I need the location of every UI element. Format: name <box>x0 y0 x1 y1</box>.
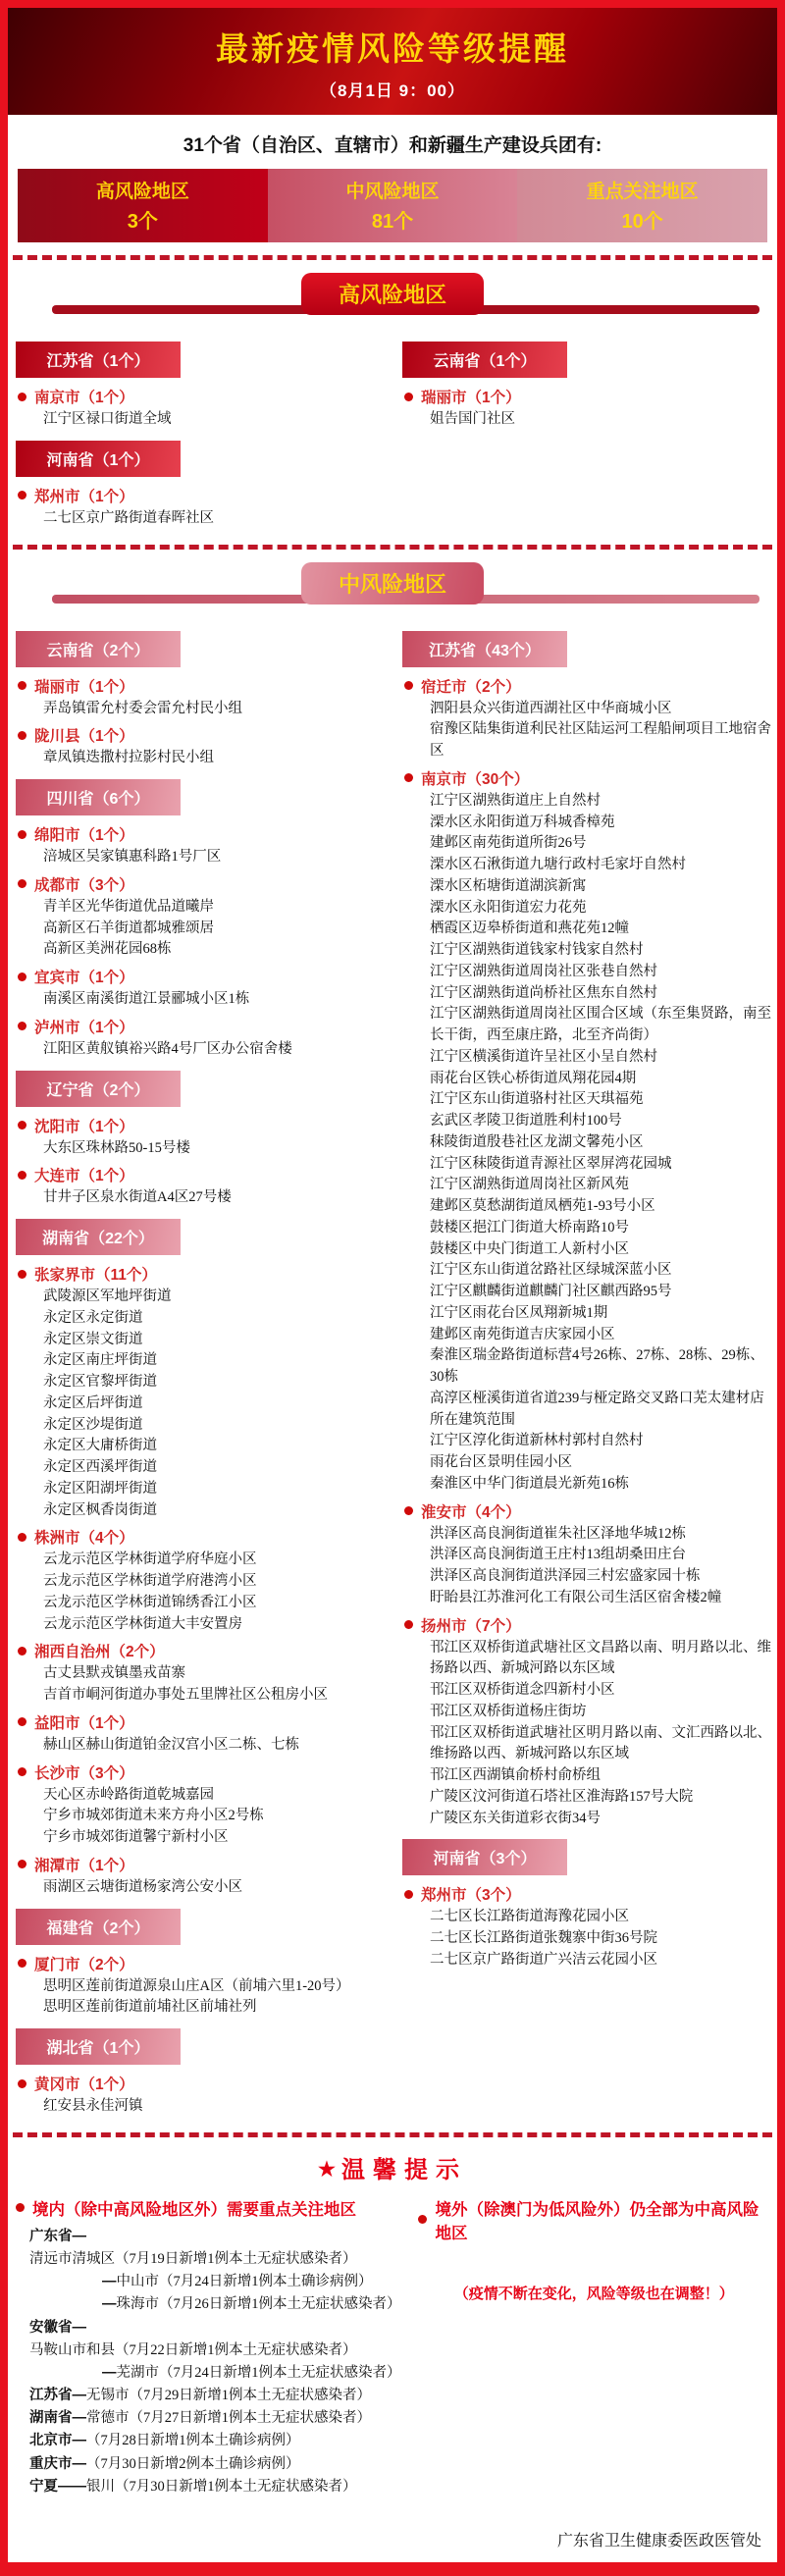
address-line: 姐告国门社区 <box>430 411 515 427</box>
address-line: 邗江区双桥街道念四新村小区 <box>430 1682 615 1698</box>
province-pill: 湖南省（22个） <box>16 1219 181 1255</box>
tips-overseas-heading <box>418 2196 769 2243</box>
risk-stats-row <box>18 169 767 242</box>
tips-columns <box>8 2196 777 2498</box>
address-line: 秣陵街道殷巷社区龙湖文馨苑小区 <box>430 1133 644 1150</box>
address-line: 洪泽区高良涧街道王庄村13组胡桑田庄台 <box>430 1547 686 1563</box>
address-line: 江宁区雨花台区凤翔新城1期 <box>430 1304 608 1321</box>
city-row <box>18 1640 385 1661</box>
address-line: 栖霞区迈皋桥街道和燕花苑12幢 <box>430 920 629 937</box>
report-datetime: （8月1日 9：00） <box>320 81 465 100</box>
column-left <box>14 621 385 2118</box>
address-line: 江宁区湖熟街道周岗社区围合区域（东至集贤路，南至长干街，西至康庄路，北至齐尚街） <box>430 1006 771 1043</box>
address-line: 高新区石羊街道都城雅颂居 <box>43 920 214 936</box>
bullet-dot-icon <box>18 1959 26 1968</box>
address-line: 建邺区南苑街道吉庆家园小区 <box>430 1326 615 1342</box>
tip-detail-text: 常德市（7月27日新增1例本土无症状感染者） <box>86 2410 371 2427</box>
tip-province-prefix: 宁夏—— <box>29 2478 86 2495</box>
bullet-dot-icon <box>18 1171 26 1180</box>
city-name: 扬州市（7个） <box>421 1617 521 1635</box>
city-row <box>18 966 385 987</box>
city-name: 株洲市（4个） <box>34 1530 134 1548</box>
tip-line <box>16 2476 408 2498</box>
bullet-dot-icon <box>404 1620 413 1629</box>
address-line: 云龙示范区学林街道学府华庭小区 <box>43 1551 257 1568</box>
city-row <box>18 1953 385 1974</box>
bullet-dot-icon <box>16 2203 25 2212</box>
stat-label: 高风险地区 <box>95 182 189 202</box>
address-line: 广陵区汶河街道石塔社区淮海路157号大院 <box>430 1788 694 1805</box>
tip-province-prefix: 北京市— <box>29 2433 86 2449</box>
bullet-dot-icon <box>18 1717 26 1726</box>
address-line: 思明区莲前街道源泉山庄A区（前埔六里1-20号） <box>43 1977 350 1994</box>
address-line: 玄武区孝陵卫街道胜利村100号 <box>430 1113 622 1129</box>
section-mid-risk <box>8 562 777 2120</box>
address-line: 秦淮区瑞金路街道标营4号26栋、27栋、28栋、29栋、30栋 <box>430 1347 764 1385</box>
address-line: 雨花台区铁心桥街道凤翔花园4期 <box>430 1070 637 1086</box>
address-line: 永定区枫香岗街道 <box>43 1501 157 1518</box>
address-line: 江宁区麒麟街道麒麟门社区麒西路95号 <box>430 1284 672 1299</box>
bullet-dot-icon <box>18 1270 26 1279</box>
tips-note: （疫情不断在变化，风险等级也在调整！） <box>453 2286 734 2302</box>
city-name: 南京市（30个） <box>421 770 530 788</box>
address-line: 江宁区湖熟街道尚桥社区焦东自然村 <box>430 984 657 1001</box>
section-high-risk <box>8 273 777 532</box>
tips-domestic-heading-text: 境内（除中高风险地区外）需要重点关注地区 <box>32 2200 356 2219</box>
bullet-dot-icon <box>18 1121 26 1130</box>
city-row <box>18 823 385 845</box>
address-line: 溧水区柘塘街道湖滨新寓 <box>430 877 587 894</box>
tip-province-prefix: — <box>102 2364 117 2381</box>
address-line: 溧水区永阳街道宏力花苑 <box>430 899 587 916</box>
tips-overseas-heading-text: 境外（除澳门为低风险外）仍全部为中高风险地区 <box>435 2200 759 2242</box>
address-line: 邗江区双桥街道武塘社区明月路以南、文汇西路以北、维扬路以西、新城河路以东区域 <box>430 1724 771 1762</box>
city-row <box>404 1883 771 1905</box>
tip-province-prefix: 安徽省— <box>29 2319 86 2336</box>
tip-detail-text: 无锡市（7月29日新增1例本土无症状感染者） <box>86 2388 371 2404</box>
address-line: 江宁区禄口街道全域 <box>43 411 172 427</box>
tips-title <box>8 2150 777 2184</box>
city-name: 湘潭市（1个） <box>34 1857 134 1874</box>
address-line: 南溪区南溪街道江景郦城小区1栋 <box>43 991 250 1007</box>
city-row <box>404 1614 771 1636</box>
city-name: 泸州市（1个） <box>34 1019 134 1036</box>
stat-count: 81个 <box>371 211 414 233</box>
tip-province-prefix: 重庆市— <box>29 2455 86 2472</box>
tip-line <box>16 2385 408 2407</box>
address-line: 吉首市峒河街道办事处五里牌社区公租房小区 <box>43 1687 328 1703</box>
tip-detail-text: 芜湖市（7月24日新增1例本土无症状感染者） <box>116 2364 401 2381</box>
city-row <box>18 1263 385 1285</box>
address-line: 赫山区赫山街道铂金汉宫小区二栋、七栋 <box>43 1736 299 1753</box>
dashed-divider <box>13 2132 772 2137</box>
stat-count: 3个 <box>127 211 158 233</box>
section-header <box>8 273 777 326</box>
address-line: 宁乡市城郊街道未来方舟小区2号栋 <box>43 1808 264 1824</box>
tip-line <box>16 2293 408 2316</box>
address-line: 章凤镇迭撒村拉影村民小组 <box>43 750 214 766</box>
city-name: 大连市（1个） <box>34 1168 134 1185</box>
section-header <box>8 562 777 615</box>
tips-section <box>8 2150 777 2562</box>
tip-line <box>16 2226 408 2271</box>
province-pill: 云南省（1个） <box>402 342 567 378</box>
address-line: 洪泽区高良涧街道洪泽园三村宏盛家园十栋 <box>430 1568 701 1584</box>
address-line: 洪泽区高良涧街道崔朱社区泽地华城12栋 <box>430 1525 686 1542</box>
city-row <box>404 767 771 789</box>
address-line: 江宁区湖熟街道钱家村钱家自然村 <box>430 942 644 958</box>
section-title-pill: 中风险地区 <box>301 562 484 605</box>
star-icon: ★ <box>318 2158 336 2181</box>
bullet-dot-icon <box>18 393 26 401</box>
tip-line <box>16 2430 408 2452</box>
city-name: 益阳市（1个） <box>34 1714 134 1732</box>
bullet-dot-icon <box>404 1890 413 1899</box>
address-line: 永定区官黎坪街道 <box>43 1374 157 1390</box>
tip-detail-text: 珠海市（7月26日新增1例本土无症状感染者） <box>116 2296 401 2313</box>
header-banner <box>8 8 777 115</box>
address-line: 云龙示范区学林街道大丰安置房 <box>43 1615 242 1632</box>
bullet-dot-icon <box>18 973 26 981</box>
bullet-dot-icon <box>418 2215 427 2224</box>
address-line: 云龙示范区学林街道学府港湾小区 <box>43 1573 257 1589</box>
address-line: 雨湖区云塘街道杨家湾公安小区 <box>43 1878 242 1895</box>
address-line: 江宁区湖熟街道庄上自然村 <box>430 792 601 809</box>
address-line: 二七区长江路街道海豫花园小区 <box>430 1909 629 1925</box>
tips-domestic-lines <box>16 2226 408 2498</box>
tip-detail-text: 马鞍山市和县（7月22日新增1例本土无症状感染者） <box>29 2341 357 2358</box>
address-line: 红安县永佳河镇 <box>43 2098 143 2114</box>
bullet-dot-icon <box>18 731 26 740</box>
province-pill: 河南省（3个） <box>402 1839 567 1875</box>
intro-line: 31个省（自治区、直辖市）和新疆生产建设兵团有: <box>183 135 602 156</box>
tip-line <box>16 2407 408 2430</box>
dashed-divider <box>13 255 772 260</box>
city-row <box>18 1711 385 1733</box>
tip-line <box>16 2453 408 2476</box>
city-row <box>18 1854 385 1875</box>
address-line: 溧水区石湫街道九塘行政村毛家圩自然村 <box>430 857 686 872</box>
section-title-pill: 高风险地区 <box>301 273 484 315</box>
city-name: 绵阳市（1个） <box>34 827 134 844</box>
address-line: 江宁区淳化街道新林村郭村自然村 <box>430 1433 644 1449</box>
city-name: 沈阳市（1个） <box>34 1118 134 1135</box>
address-line: 秦淮区中华门街道晨光新苑16栋 <box>430 1475 629 1492</box>
city-name: 瑞丽市（1个） <box>34 678 134 696</box>
tip-detail-text: 中山市（7月24日新增1例本土确诊病例） <box>116 2274 373 2290</box>
address-line: 天心区赤岭路街道乾城嘉园 <box>43 1786 214 1803</box>
address-line: 广陵区东关街道彩衣街34号 <box>430 1810 601 1826</box>
address-line: 甘井子区泉水街道A4区27号楼 <box>43 1189 232 1206</box>
city-row <box>18 724 385 746</box>
tip-province-prefix: 江苏省— <box>29 2388 86 2404</box>
tip-province-prefix: — <box>102 2296 117 2313</box>
address-line: 高新区美洲花园68栋 <box>43 941 172 958</box>
city-row <box>404 675 771 697</box>
bullet-dot-icon <box>404 681 413 690</box>
province-pill: 河南省（1个） <box>16 441 181 477</box>
address-line: 武陵源区军地坪街道 <box>43 1288 172 1304</box>
bullet-dot-icon <box>404 393 413 401</box>
bullet-dot-icon <box>18 491 26 499</box>
tip-province-prefix: 湖南省— <box>29 2410 86 2427</box>
bullet-dot-icon <box>18 1860 26 1868</box>
city-row <box>18 386 385 407</box>
stat-box <box>268 169 518 242</box>
address-line: 古丈县默戎镇墨戎苗寨 <box>43 1665 185 1682</box>
address-line: 二七区京广路街道春晖社区 <box>43 509 214 526</box>
column-right <box>400 332 771 530</box>
tips-left-column <box>16 2196 408 2498</box>
address-line: 思明区莲前街道前埔社区前埔社列 <box>43 1999 257 2016</box>
address-line: 江宁区湖熟街道周岗社区张巷自然村 <box>430 963 657 979</box>
address-line: 溧水区永阳街道万科城香樟苑 <box>430 814 615 830</box>
province-pill: 江苏省（43个） <box>402 631 567 667</box>
address-line: 江宁区东山街道岔路社区绿城深蓝小区 <box>430 1262 672 1279</box>
bullet-dot-icon <box>404 773 413 782</box>
city-row <box>18 1016 385 1037</box>
address-line: 江宁区横溪街道许呈社区小呈自然村 <box>430 1048 657 1065</box>
address-line: 青羊区光华街道优品道曦岸 <box>43 898 214 915</box>
tip-detail-text: （7月30日新增2例本土确诊病例） <box>86 2455 300 2472</box>
city-name: 淮安市（4个） <box>421 1503 521 1521</box>
bullet-dot-icon <box>18 1022 26 1030</box>
section-columns <box>8 621 777 2120</box>
city-name: 长沙市（3个） <box>34 1764 134 1782</box>
city-name: 厦门市（2个） <box>34 1956 134 1973</box>
city-name: 瑞丽市（1个） <box>421 390 521 406</box>
address-line: 永定区沙堤街道 <box>43 1416 143 1433</box>
bullet-dot-icon <box>18 1767 26 1776</box>
page-title: 最新疫情风险等级提醒 <box>216 30 569 67</box>
address-line: 建邺区南苑街道所街26号 <box>430 835 587 852</box>
city-name: 郑州市（1个） <box>34 488 134 505</box>
bullet-dot-icon <box>18 879 26 888</box>
tip-line <box>16 2271 408 2293</box>
city-name: 湘西自治州（2个） <box>34 1644 165 1661</box>
province-pill: 湖北省（1个） <box>16 2028 181 2065</box>
city-name: 南京市（1个） <box>34 390 134 406</box>
tips-title-text: 温馨提示 <box>340 2156 467 2183</box>
bullet-dot-icon <box>18 681 26 690</box>
bullet-dot-icon <box>18 1533 26 1542</box>
address-line: 江宁区东山街道骆村社区天琪福苑 <box>430 1091 644 1108</box>
stat-box <box>18 169 268 242</box>
city-row <box>18 1526 385 1548</box>
address-line: 二七区京广路街道广兴洁云花园小区 <box>430 1951 657 1968</box>
address-line: 江阳区黄舣镇裕兴路4号厂区办公宿舍楼 <box>43 1040 292 1057</box>
province-pill: 江苏省（1个） <box>16 342 181 378</box>
city-name: 成都市（3个） <box>34 876 134 894</box>
tip-province-prefix: — <box>102 2274 117 2290</box>
tip-detail-text: （7月28日新增1例本土确诊病例） <box>86 2433 300 2449</box>
city-name: 郑州市（3个） <box>421 1887 521 1905</box>
address-line: 邗江区西湖镇俞桥村俞桥组 <box>430 1767 601 1783</box>
address-line: 永定区大庸桥街道 <box>43 1438 157 1454</box>
address-line: 永定区崇文街道 <box>43 1331 143 1347</box>
stat-label: 中风险地区 <box>345 182 440 202</box>
dashed-divider <box>13 545 772 550</box>
city-row <box>404 1500 771 1522</box>
address-line: 泗阳县众兴街道西湖社区中华商城小区 <box>430 700 672 716</box>
address-line: 江宁区秣陵街道青源社区翠屏湾花园城 <box>430 1155 672 1172</box>
city-row <box>18 2073 385 2094</box>
address-line: 宿豫区陆集街道利民社区陆运河工程船闸项目工地宿舍区 <box>430 721 771 759</box>
province-pill: 四川省（6个） <box>16 779 181 815</box>
tip-line <box>16 2362 408 2385</box>
column-left <box>14 332 385 530</box>
tip-line <box>16 2317 408 2362</box>
bullet-dot-icon <box>404 1506 413 1515</box>
tips-right-column <box>418 2196 769 2498</box>
address-line: 雨花台区景明佳园小区 <box>430 1454 572 1470</box>
bullet-dot-icon <box>18 2079 26 2088</box>
bullet-dot-icon <box>18 830 26 839</box>
address-line: 江宁区湖熟街道周岗社区新风苑 <box>430 1177 629 1193</box>
address-line: 涪城区吴家镇惠科路1号厂区 <box>43 849 222 865</box>
province-pill: 云南省（2个） <box>16 631 181 667</box>
risk-sections <box>8 273 777 2137</box>
tip-province-prefix: 广东省— <box>29 2228 86 2244</box>
address-line: 永定区西溪坪街道 <box>43 1459 157 1475</box>
city-name: 陇川县（1个） <box>34 728 134 746</box>
stat-label: 重点关注地区 <box>586 182 699 202</box>
tips-domestic-heading <box>16 2196 408 2220</box>
address-line: 永定区南庄坪街道 <box>43 1352 157 1369</box>
city-row <box>404 386 771 407</box>
address-line: 永定区后坪街道 <box>43 1394 143 1411</box>
section-columns <box>8 332 777 532</box>
address-line: 邗江区双桥街道武塘社区文昌路以南、明月路以北、维扬路以西、新城河路以东区域 <box>430 1639 771 1677</box>
city-row <box>18 1164 385 1185</box>
city-row <box>18 675 385 697</box>
bullet-dot-icon <box>18 1647 26 1656</box>
city-name: 黄冈市（1个） <box>34 2077 134 2093</box>
city-row <box>18 873 385 895</box>
province-pill: 辽宁省（2个） <box>16 1071 181 1107</box>
address-line: 弄岛镇雷允村委会雷允村民小组 <box>43 700 242 716</box>
city-row <box>18 485 385 506</box>
city-name: 宿迁市（2个） <box>421 678 521 696</box>
city-name: 张家界市（11个） <box>34 1267 157 1284</box>
stat-count: 10个 <box>621 211 663 233</box>
address-line: 盱眙县江苏淮河化工有限公司生活区宿舍楼2幢 <box>430 1589 722 1605</box>
city-row <box>18 1761 385 1783</box>
address-line: 永定区永定街道 <box>43 1309 143 1326</box>
address-line: 宁乡市城郊街道馨宁新村小区 <box>43 1829 229 1845</box>
address-line: 二七区长江路街道张魏寨中街36号院 <box>430 1930 657 1946</box>
address-line: 邗江区双桥街道杨庄街坊 <box>430 1703 587 1719</box>
address-line: 鼓楼区挹江门街道大桥南路10号 <box>430 1219 629 1235</box>
stat-box <box>517 169 767 242</box>
province-pill: 福建省（2个） <box>16 1909 181 1945</box>
address-line: 建邺区莫愁湖街道凤栖苑1-93号小区 <box>430 1198 655 1214</box>
tip-detail-text: 银川（7月30日新增1例本土无症状感染者） <box>86 2478 357 2495</box>
address-line: 鼓楼区中央门街道工人新村小区 <box>430 1240 629 1257</box>
tip-detail-text: 清远市清城区（7月19日新增1例本土无症状感染者） <box>29 2250 357 2267</box>
city-row <box>18 1115 385 1136</box>
column-right <box>400 621 771 2118</box>
address-line: 云龙示范区学林街道锦绣香江小区 <box>43 1594 257 1610</box>
city-name: 宜宾市（1个） <box>34 970 134 986</box>
address-line: 大东区珠林路50-15号楼 <box>43 1139 190 1156</box>
address-line: 高淳区桠溪街道省道239与桠定路交叉路口芜太建材店所在建筑范围 <box>430 1390 764 1428</box>
issuing-organization: 广东省卫生健康委医政医管处 <box>556 2533 761 2550</box>
address-line: 永定区阳湖坪街道 <box>43 1480 157 1497</box>
